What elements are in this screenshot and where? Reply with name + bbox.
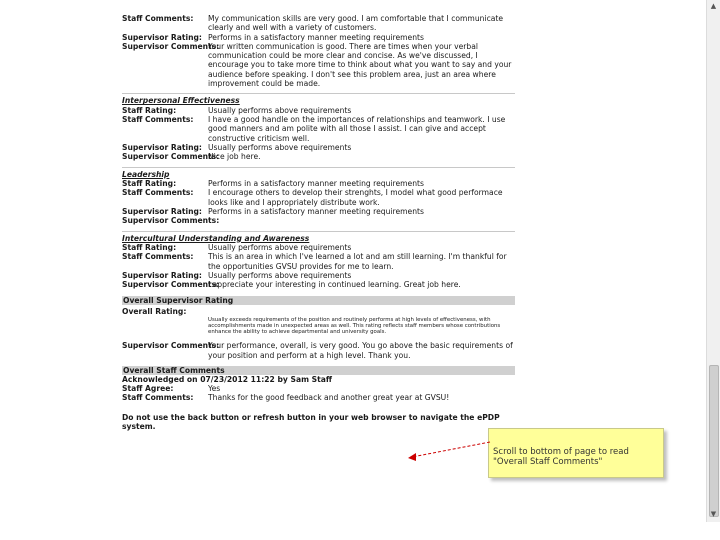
field-value: Performs in a satisfactory manner meeting requirements bbox=[208, 207, 424, 217]
field-label: Staff Comments: bbox=[122, 188, 194, 198]
scroll-up-icon[interactable]: ▲ bbox=[710, 2, 717, 10]
field-value: I appreciate your interesting in continued learning. Great job here. bbox=[208, 280, 461, 290]
field-value: Your written communication is good. There are times when your verbal communication could be more clear and concise. As we've discussed, I encourage you to take more time to think about what you want to say and your audience before speaking. I don't see this problem area, just an area where improvement could be made. bbox=[208, 41, 512, 89]
field-label: Supervisor Comments: bbox=[122, 216, 220, 226]
navigation-warning: Do not use the back button or refresh button in your web browser to navigate the ePDP system. bbox=[122, 412, 500, 431]
vertical-scrollbar[interactable] bbox=[706, 0, 720, 522]
field-label: Supervisor Rating: bbox=[122, 32, 202, 42]
field-value: Usually performs above requirements bbox=[208, 271, 352, 281]
field-value: This is an area in which I've learned a lot and am still learning. I'm thankful for the opportunities GVSU provides for me to learn. bbox=[208, 252, 507, 271]
field-value: Thanks for the good feedback and another great year at GVSU! bbox=[208, 393, 450, 403]
field-label: Staff Comments: bbox=[122, 14, 194, 23]
field-value: My communication skills are very good. I am comfortable that I communicate clearly and well with a variety of customers. bbox=[208, 14, 504, 33]
field-value: Usually performs above requirements bbox=[208, 143, 352, 153]
acknowledged-line: Acknowledged on 07/23/2012 11:22 by Sam Staff bbox=[122, 374, 333, 384]
section-title: Intercultural Understanding and Awareness bbox=[122, 233, 310, 243]
field-value: Your performance, overall, is very good. You go above the basic requirements of your position and perform at a high level. Thank you. bbox=[208, 341, 513, 360]
field-value: I have a good handle on the importances of relationships and teamwork. I use good manners and am polite with all those I assist. I can give and accept constructive criticism well. bbox=[208, 115, 506, 143]
section-title: Interpersonal Effectiveness bbox=[122, 96, 240, 106]
field-value: Performs in a satisfactory manner meeting requirements bbox=[208, 179, 424, 189]
section-header-bar: Overall Staff Comments bbox=[122, 366, 515, 375]
section-title: Leadership bbox=[122, 169, 170, 179]
scroll-down-icon[interactable]: ▼ bbox=[710, 510, 717, 518]
field-value: Usually exceeds requirements of the position and routinely performs at high levels of effectiveness, with accomplishments made in unexpected areas as well. This rating reflects staff members whose contributions enhance the ability to achieve departmental and university goals. bbox=[208, 316, 501, 336]
field-label: Supervisor Comments: bbox=[122, 280, 220, 290]
field-label: Staff Rating: bbox=[122, 105, 177, 115]
field-label: Staff Agree: bbox=[122, 384, 174, 394]
field-label: Staff Comments: bbox=[122, 252, 194, 262]
field-label: Staff Comments: bbox=[122, 393, 194, 403]
field-value: Nice job here. bbox=[208, 152, 261, 162]
field-label: Staff Comments: bbox=[122, 115, 194, 125]
field-label: Overall Rating: bbox=[122, 306, 187, 316]
field-value: I encourage others to develop their strenghts, I model what good performace looks like and I appropriately distribute work. bbox=[208, 188, 503, 207]
field-label: Supervisor Comments: bbox=[122, 41, 220, 51]
field-label: Supervisor Rating: bbox=[122, 207, 202, 217]
scrollbar-thumb[interactable] bbox=[709, 365, 719, 517]
field-label: Supervisor Rating: bbox=[122, 143, 202, 153]
field-value: Performs in a satisfactory manner meeting requirements bbox=[208, 32, 424, 42]
field-value: Usually performs above requirements bbox=[208, 243, 352, 253]
field-label: Staff Rating: bbox=[122, 179, 177, 189]
field-label: Supervisor Comments: bbox=[122, 341, 220, 351]
field-value: Yes bbox=[208, 384, 221, 394]
callout-text: Scroll to bottom of page to read "Overall Staff Comments" bbox=[493, 447, 629, 467]
field-value: Usually performs above requirements bbox=[208, 105, 352, 115]
field-label: Supervisor Rating: bbox=[122, 271, 202, 281]
section-header-bar: Overall Supervisor Rating bbox=[122, 296, 515, 305]
field-label: Supervisor Comments: bbox=[122, 152, 220, 162]
field-label: Staff Rating: bbox=[122, 243, 177, 253]
